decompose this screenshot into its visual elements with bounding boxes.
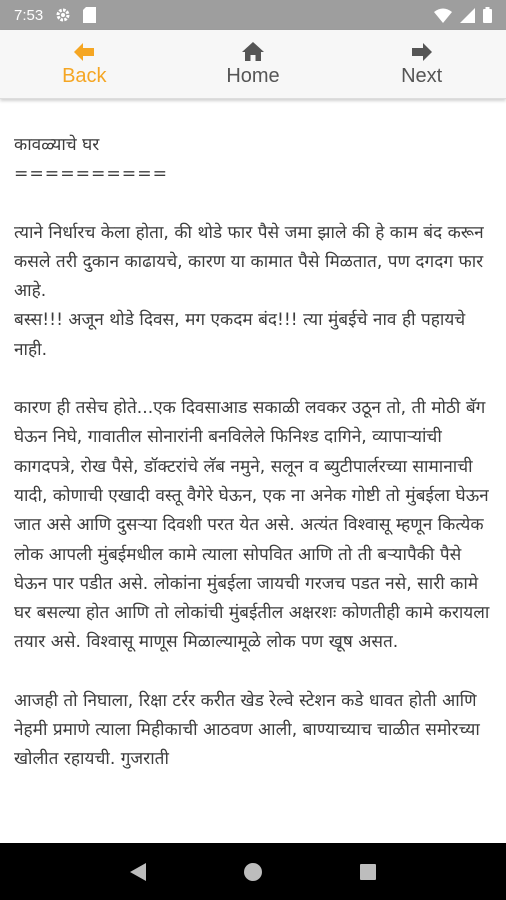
recents-square-icon[interactable] <box>348 852 388 892</box>
sd-card-icon <box>83 7 96 23</box>
next-label: Next <box>401 64 443 87</box>
gear-icon <box>55 7 71 23</box>
paragraph-1: त्याने निर्धारच केला होता, की थोडे फार पैसे जमा झाले की हे काम बंद करून कसले तरी दुकान काढायचे, कारण या कामात पैसे मिळतात, पण दगदग फार आहे. <box>14 222 484 302</box>
back-button[interactable] <box>0 30 169 98</box>
paragraph-3: कारण ही तसेच होते...एक दिवसाआड सकाळी लवकर उठून तो, ती मोठी बॅग घेऊन निघे, गावातील सोनारांनी बनविलेले फिनिश्ड दागिने, व्यापाऱ्यांची कागदपत्रे, रोख पैसे, डॉक्टरांचे लॅब नमुने, सलून व ब्युटीपार्लरच्या सामानाची यादी, कोणाची एखादी वस्तू वैगेरे घेऊन, एक ना अनेक गोष्टी तो मुंबईला घेऊन जात असे आणि दुसऱ्या दिवशी परत येत असे. अत्यंत विश्वासू म्हणून कित्येक लोक आपली मुंबईमधील कामे त्याला सोपवित आणि तो ती बऱ्यापैकी पैसे घेऊन पार पडीत असे. लोकांना मुंबईला जायची गरजच पडत नसे, सारी कामे घर बसल्या होत आणि तो लोकांची मुंबईतील अक्षरशः कोणतीही कामे करायला तयार असे. विश्वासू माणूस मिळाल्यामूळे लोक पण खूष असत. <box>14 398 490 653</box>
home-icon <box>242 41 264 63</box>
app-toolbar <box>0 30 506 99</box>
home-label: Home <box>226 64 280 87</box>
article-heading <box>14 131 492 190</box>
back-label: Back <box>62 64 107 87</box>
paragraph-2: बस्स!!! अजून थोडे दिवस, मग एकदम बंद!!! त्या मुंबईचे नाव ही पहायचे नाही. <box>14 310 466 360</box>
signal-icon <box>460 8 475 23</box>
system-nav-bar <box>0 843 506 900</box>
status-time: 7:53 <box>14 6 44 24</box>
arrow-left-icon <box>74 41 94 63</box>
back-triangle-icon[interactable] <box>118 852 158 892</box>
article-content[interactable] <box>0 99 506 843</box>
home-button[interactable] <box>169 30 338 98</box>
title-underline: ========== <box>14 164 169 185</box>
wifi-icon <box>434 8 452 23</box>
next-button[interactable] <box>337 30 506 98</box>
paragraph-4: आजही तो निघाला, रिक्षा टर्रर करीत खेड रेल्वे स्टेशन कडे धावत होती आणि नेहमी प्रमाणे त्याला मिहीकाची आठवण आली, बाण्याच्याच चाळीत समोरच्या खोलीत रहायची. गुजराती <box>14 690 480 770</box>
home-circle-icon[interactable] <box>233 852 273 892</box>
battery-icon <box>483 7 492 23</box>
status-bar <box>0 0 506 30</box>
article-title: कावळ्याचे घर <box>14 135 100 155</box>
article-paragraph <box>14 219 492 365</box>
arrow-right-icon <box>412 41 432 63</box>
